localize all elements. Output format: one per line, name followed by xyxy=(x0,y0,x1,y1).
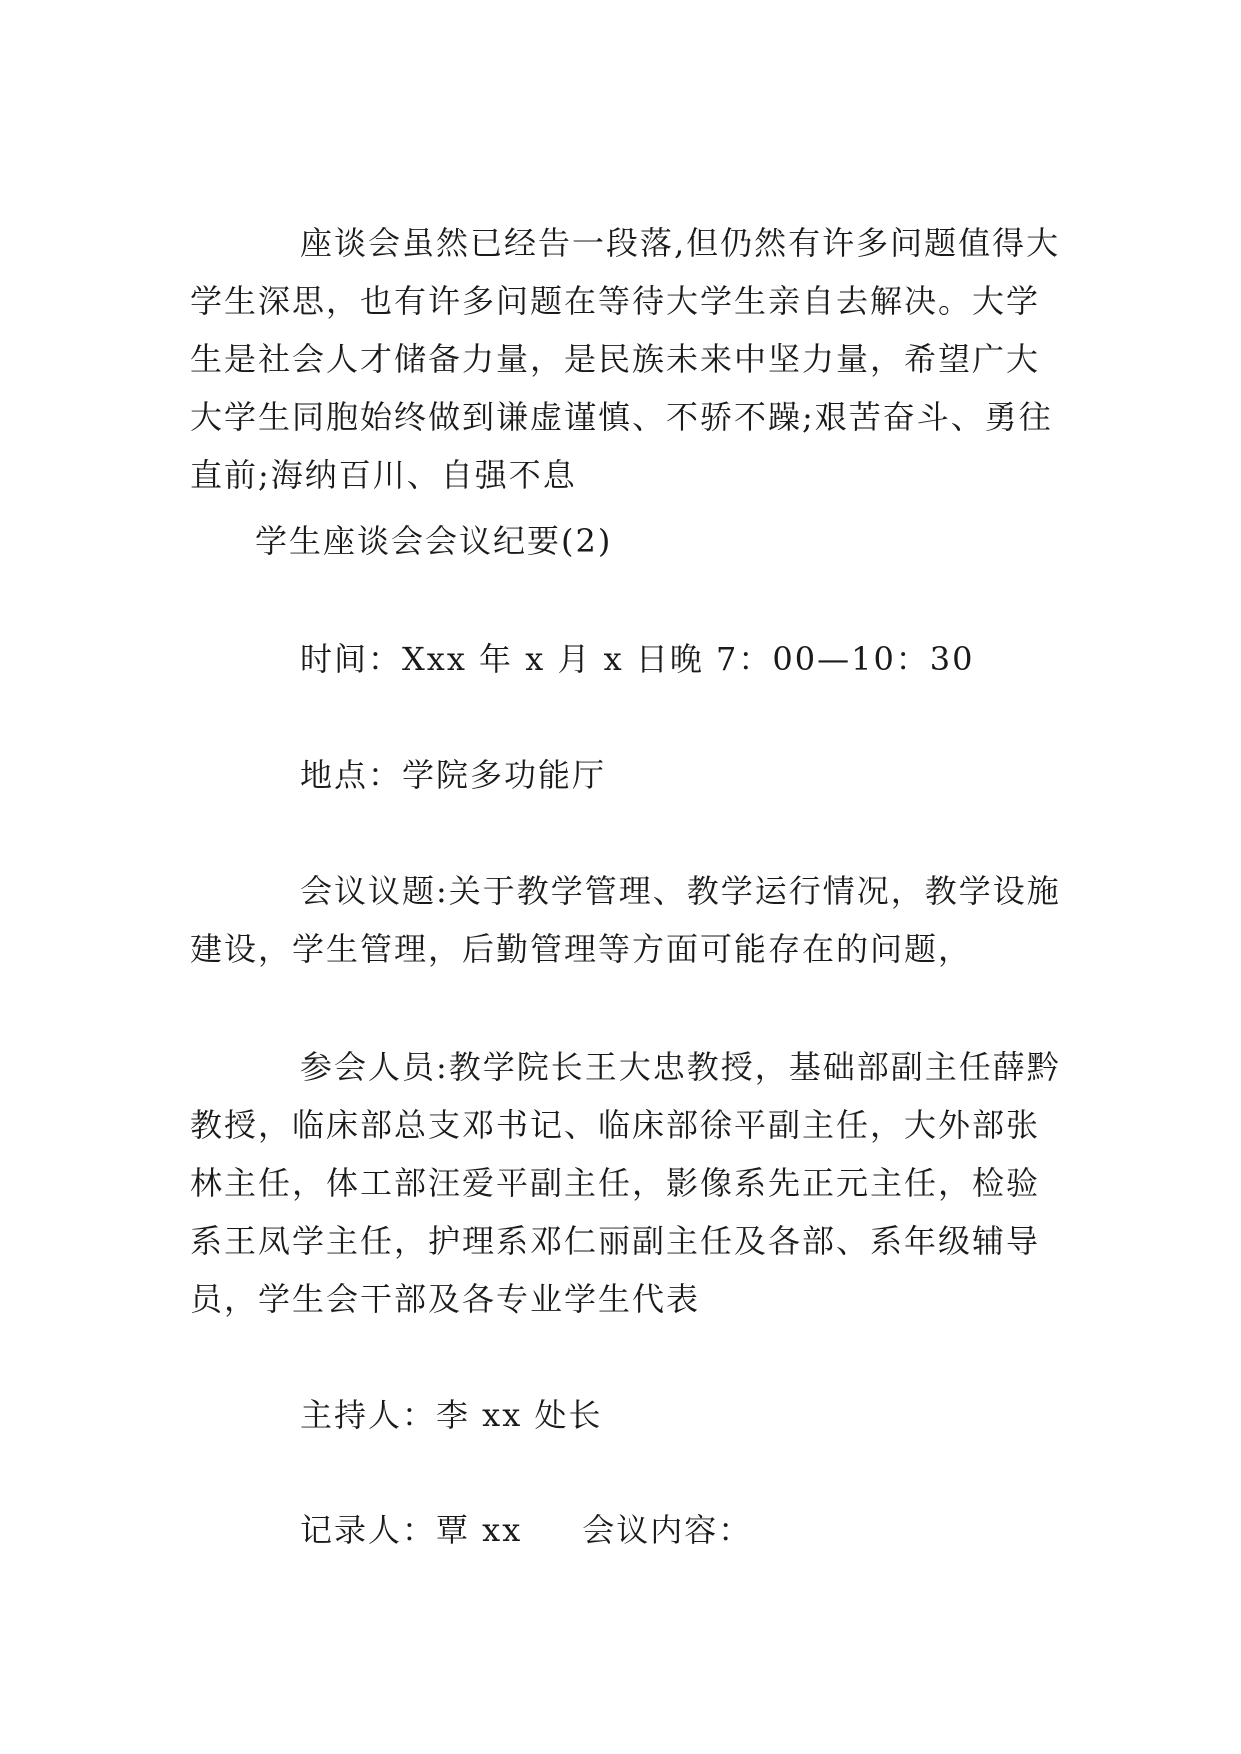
closing-paragraph: 座谈会虽然已经告一段落,但仍然有许多问题值得大学生深思，也有许多问题在等待大学生亲自去解决。大学生是社会人才储备力量，是民族未来中坚力量，希望广大大学生同胞始终做到谦虚谨慎、不骄不躁;艰苦奋斗、勇往直前;海纳百川、自强不息 xyxy=(190,224,1061,494)
meeting-time: 时间：Xxx 年 x 月 x 日晚 7：00—10：30 xyxy=(300,640,975,678)
section-title: 学生座谈会会议纪要(2) xyxy=(255,522,613,560)
meeting-recorder: 记录人：覃 xx xyxy=(300,1511,523,1549)
meeting-topic: 会议议题:关于教学管理、教学运行情况，教学设施建设，学生管理，后勤管理等方面可能存在的问题， xyxy=(190,872,1061,968)
meeting-content-label: 会议内容： xyxy=(582,1511,753,1549)
meeting-recorder-line xyxy=(190,1501,1070,1559)
meeting-attendees: 参会人员:教学院长王大忠教授，基础部副主任薛黔教授，临床部总支邓书记、临床部徐平副主任，大外部张林主任，体工部汪爱平副主任，影像系先正元主任，检验系王凤学主任，护理系邓仁丽副主任及各部、系年级辅导员，学生会干部及各专业学生代表 xyxy=(190,1048,1061,1318)
meeting-place: 地点：学院多功能厅 xyxy=(300,756,607,794)
meeting-host: 主持人：李 xx 处长 xyxy=(300,1396,603,1434)
